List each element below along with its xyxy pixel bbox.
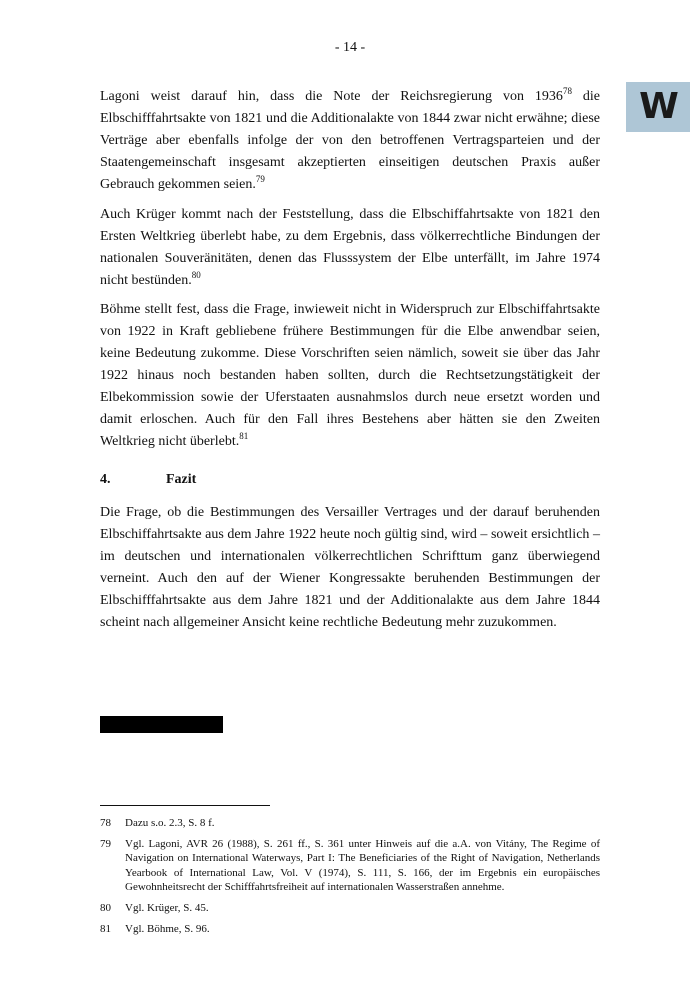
footnote-number: 78 [100, 817, 111, 829]
conclusion-text: Die Frage, ob die Bestimmungen des Versailler Vertrages und der darauf beruhenden Elbschiffahrtsakte aus dem Jahre 1922 heute noch gültig sind, wird – soweit ersichtlich – im deutschen und internationalen völkerrechtlichen Schrifttum ganz überwiegend verneint. Auch den auf der Wiener Kongressakte beruhenden Bestimmungen der Elbschifffahrtsakte aus dem Jahre 1821 und der Additionalakte aus dem Jahre 1844 scheint nach allgemeiner Ansicht keine rechtliche Bedeutung mehr zuzukommen. [100, 505, 600, 630]
footnote-text: Vgl. Lagoni, AVR 26 (1988), S. 261 ff., S. 361 unter Hinweis auf die a.A. von Vitány, The Regime of Navigation on International Waterways, Part I: The Beneficiaries of the Right of Navigation, Netherlands Yearbook of International Law, Vol. V (1974), S. 111, S. 166, der im Ergebnis ein europäisches Gewohnheitsrecht der Schifffahrtsfreiheit auf internationalen Wasserstraßen annehme. [125, 838, 600, 893]
footnote-79 [100, 837, 600, 894]
paragraph-text: Auch Krüger kommt nach der Feststellung, dass die Elbschiffahrtsakte von 1821 den Ersten Weltkrieg überlebt habe, zu dem Ergebnis, dass völkerrechtliche Bindungen der nationalen Souveränitäten, denen das Flusssystem der Elbe unterfällt, im Jahre 1974 nicht bestünden. [100, 207, 600, 288]
footnote-number: 81 [100, 923, 111, 936]
paragraph-text: Lagoni weist darauf hin, dass die Note der Reichsregierung von 1936 [100, 89, 563, 104]
paragraph-krueger [100, 204, 600, 292]
footnote-ref-81[interactable]: 81 [239, 431, 249, 441]
paragraph-conclusion [100, 502, 600, 634]
paragraph-boehme [100, 299, 600, 453]
paragraph-lagoni [100, 86, 600, 196]
footnote-text: Vgl. Krüger, S. 45. [125, 902, 209, 915]
footnote-ref-80[interactable]: 80 [191, 270, 201, 280]
footnote-81 [100, 922, 600, 936]
footnote-separator [100, 805, 270, 806]
w-logo [626, 82, 690, 132]
footnote-text: Vgl. Böhme, S. 96. [125, 923, 210, 936]
redaction-bar [100, 716, 223, 733]
paragraph-text: die Elbschifffahrtsakte von 1821 und die Additionalakte von 1844 zwar nicht erwähne; diese Verträge aber ebenfalls infolge der von den betroffenen Vertragsparteien und der Staatengemeinschaft insgesamt akzeptierten einseitigen deutschen Praxis außer Gebrauch gekommen seien. [100, 89, 600, 192]
footnote-number: 79 [100, 838, 111, 851]
page-number: - 14 - [334, 40, 366, 55]
footnote-78 [100, 816, 600, 830]
paragraph-text: Böhme stellt fest, dass die Frage, inwieweit nicht in Widerspruch zur Elbschiffahrtsakte von 1922 in Kraft gebliebene frühere Bestimmungen für die Elbe anwendbar seien, keine Bedeutung zukomme. Diese Vorschriften seien nämlich, soweit sie über das Jahr 1922 hinaus noch bestanden haben sollten, durch die Rechtsetzungstätigkeit der Elbekommission sowie der Uferstaaten ausnahmslos durch neue ersetzt worden und damit erloschen. Auch für den Fall ihres Bestehens aber hätten sie den Zweiten Weltkrieg nicht überlebt. [100, 302, 600, 449]
footnote-ref-79[interactable]: 79 [255, 174, 265, 184]
footnote-number: 80 [100, 902, 111, 915]
footnote-80 [100, 901, 600, 915]
footnote-text: Dazu s.o. 2.3, S. 8 f. [125, 817, 215, 829]
footnote-ref-78[interactable]: 78 [562, 86, 572, 96]
section-heading [100, 469, 196, 491]
footnotes [100, 816, 600, 943]
logo-letter: W [639, 85, 677, 127]
section-number: 4. [100, 472, 111, 487]
section-title: Fazit [166, 472, 197, 487]
